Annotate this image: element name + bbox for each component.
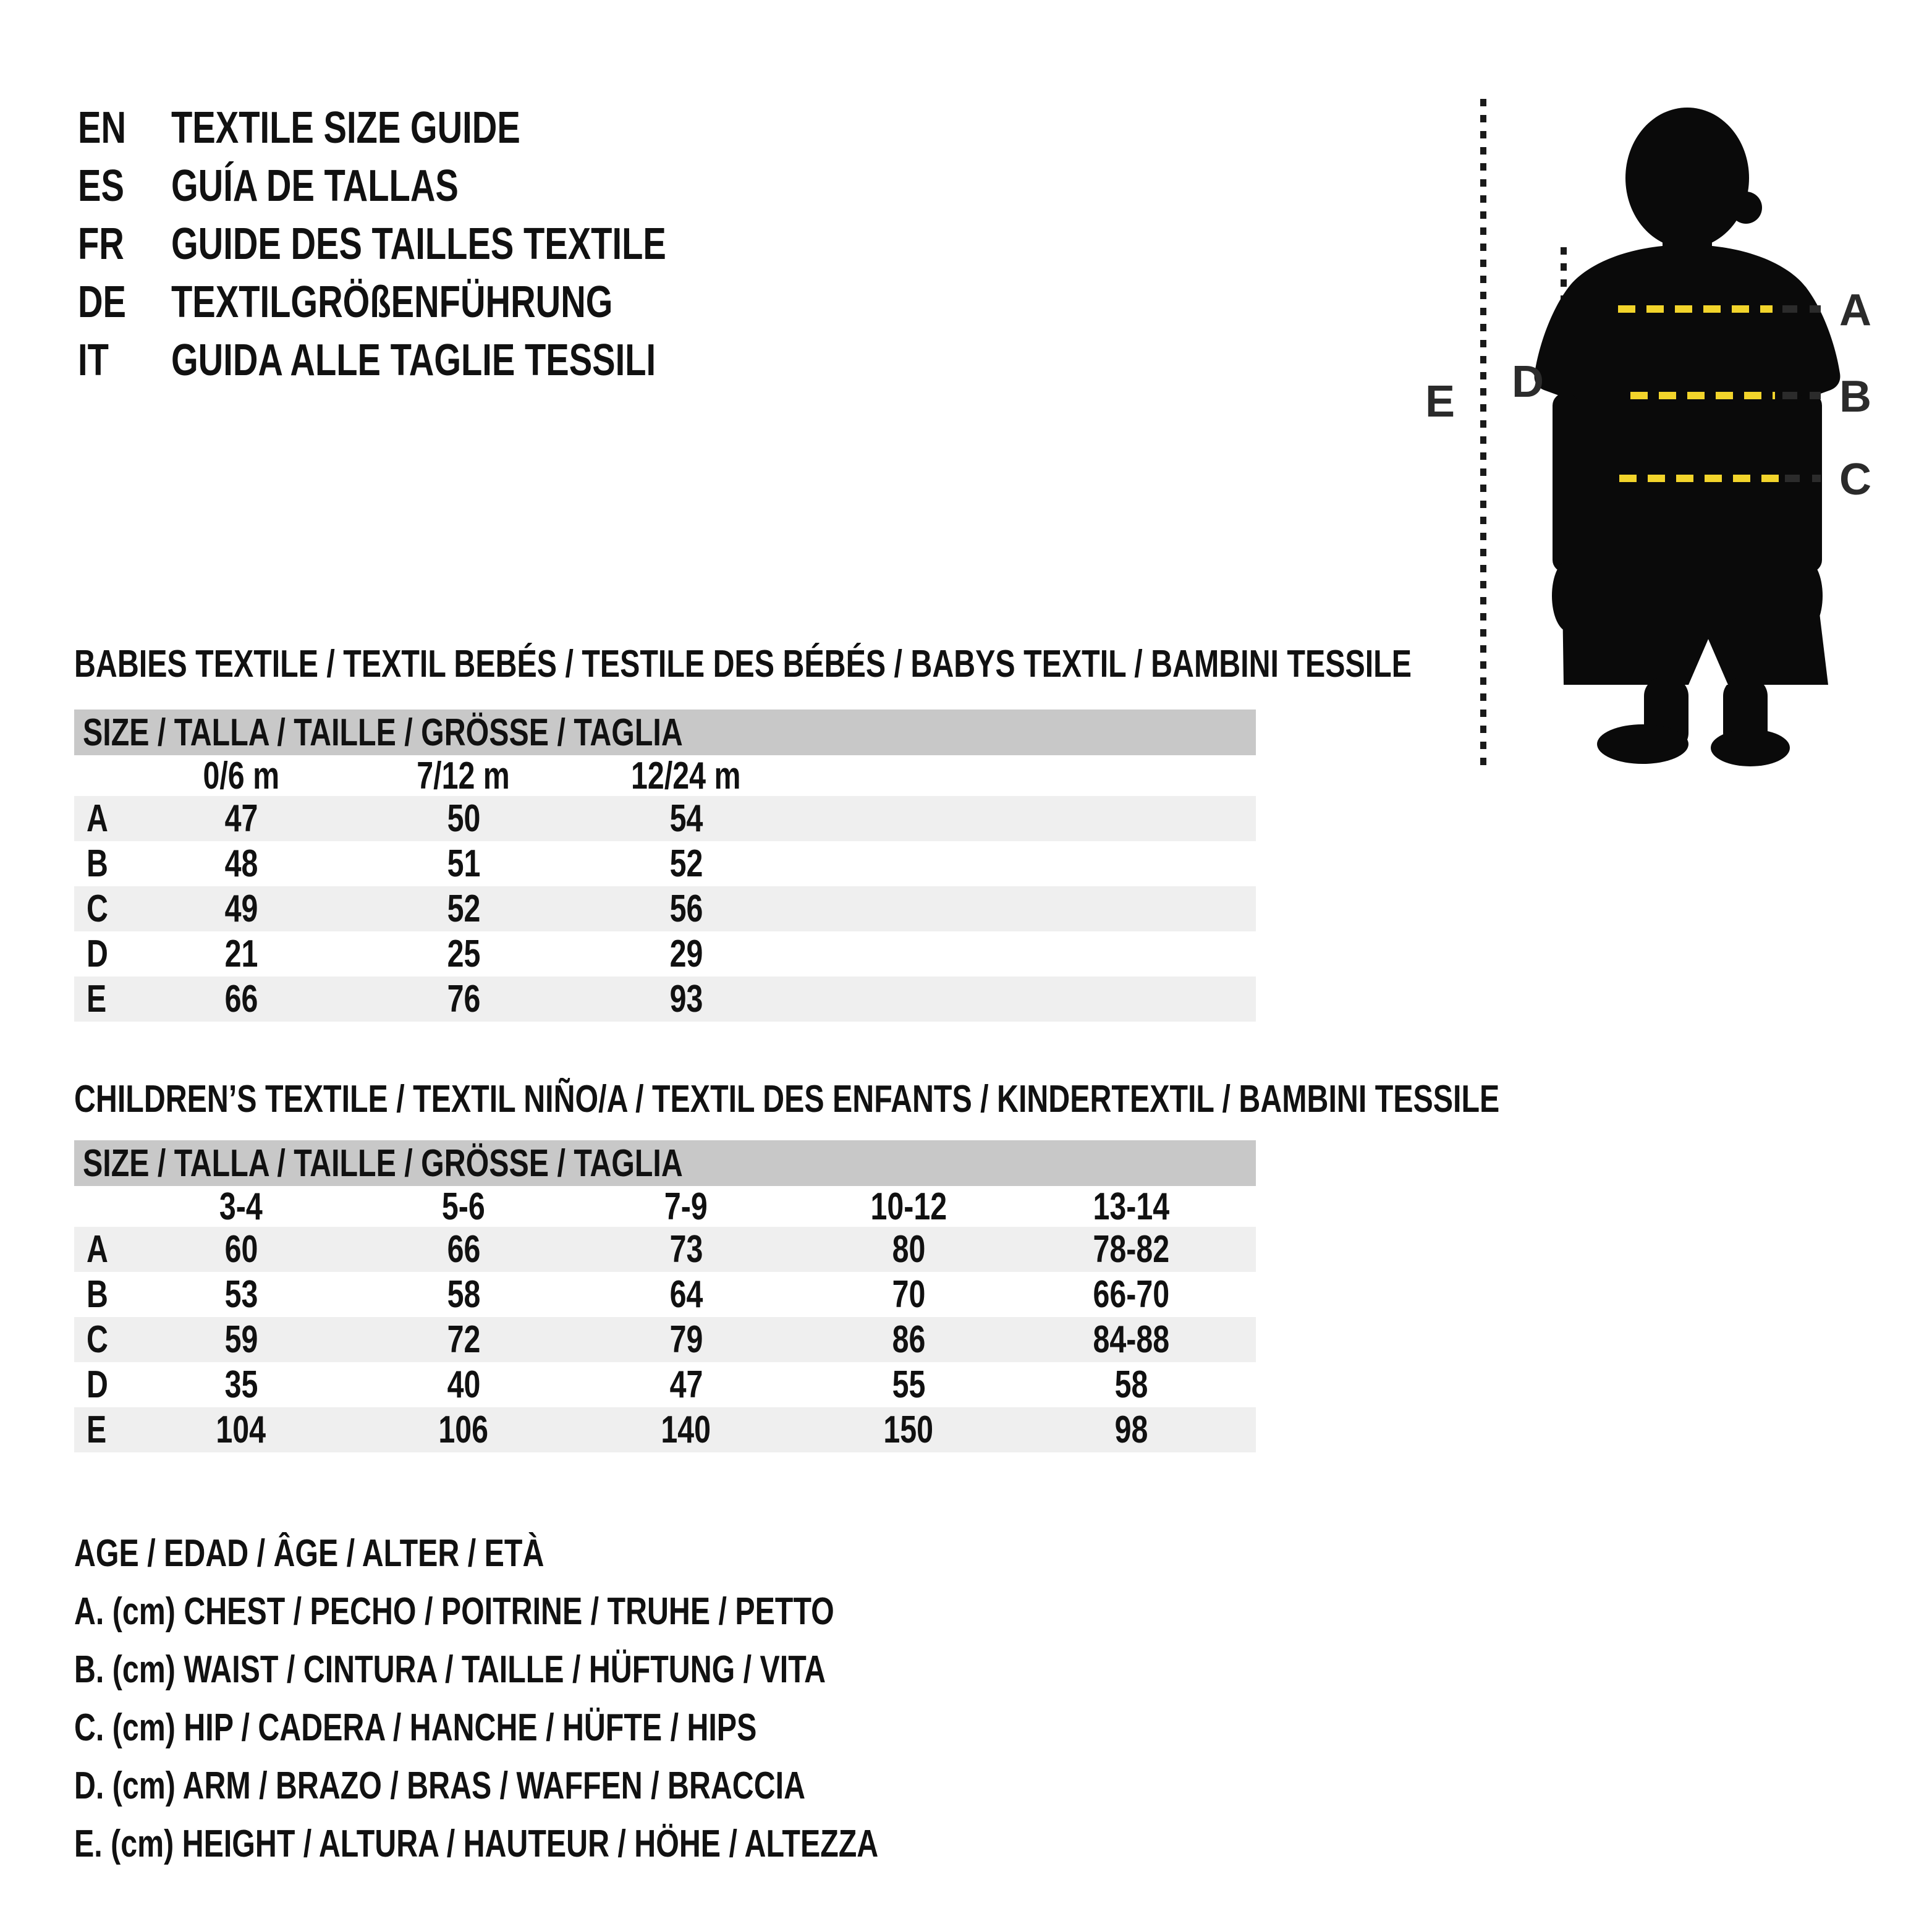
- babies-size-table: [74, 710, 1256, 1022]
- row-label: E: [87, 978, 107, 1020]
- legend-line-height: E. (cm) HEIGHT / ALTURA / HAUTEUR / HÖHE / ALTEZZA: [74, 1822, 879, 1865]
- column-header: 13-14: [1093, 1185, 1169, 1228]
- cell-value: 150: [883, 1409, 934, 1451]
- column-header: 3-4: [219, 1185, 263, 1228]
- cell-value: 54: [669, 797, 703, 840]
- table-row: [74, 1317, 1256, 1362]
- language-code: ES: [78, 161, 124, 211]
- cell-value: 64: [669, 1273, 703, 1316]
- babies-section-heading: BABIES TEXTILE / TEXTIL BEBÉS / TESTILE DES BÉBÉS / BABYS TEXTIL / BAMBINI TESSILE: [74, 643, 1412, 685]
- cell-value: 52: [447, 888, 480, 930]
- column-header: 12/24 m: [631, 754, 741, 797]
- legend-line-age: AGE / EDAD / ÂGE / ALTER / ETÀ: [74, 1532, 544, 1575]
- cell-value: 80: [892, 1228, 925, 1271]
- column-header: 0/6 m: [203, 754, 279, 797]
- guide-title: GUIDA ALLE TAGLIE TESSILI: [171, 336, 656, 385]
- cell-value: 40: [447, 1363, 480, 1406]
- row-label: C: [87, 888, 108, 930]
- column-header: 7/12 m: [417, 754, 511, 797]
- row-label: A: [87, 1228, 108, 1271]
- table-row: [74, 1407, 1256, 1452]
- table-row: [74, 886, 1256, 931]
- measurement-legend: [74, 1524, 1105, 1873]
- table-row: [74, 1227, 1256, 1272]
- label-b: B: [1839, 372, 1871, 422]
- list-item: [78, 273, 806, 331]
- table-row: [74, 1362, 1256, 1407]
- cell-value: 58: [447, 1273, 480, 1316]
- cell-value: 58: [1114, 1363, 1148, 1406]
- row-label: D: [87, 1363, 108, 1406]
- table-row: [74, 796, 1256, 841]
- table-row: [74, 931, 1256, 977]
- legend-line-chest: A. (cm) CHEST / PECHO / POITRINE / TRUHE / PETTO: [74, 1590, 834, 1633]
- cell-value: 84-88: [1093, 1318, 1169, 1361]
- cell-value: 59: [224, 1318, 258, 1361]
- cell-value: 79: [669, 1318, 703, 1361]
- language-title-list: [78, 99, 806, 389]
- list-item: [78, 99, 806, 157]
- cell-value: 76: [447, 978, 480, 1020]
- cell-value: 21: [224, 933, 258, 975]
- guide-title: GUÍA DE TALLAS: [171, 161, 459, 211]
- cell-value: 29: [669, 933, 703, 975]
- cell-value: 70: [892, 1273, 925, 1316]
- guide-title: TEXTILE SIZE GUIDE: [171, 103, 520, 153]
- column-header: 5-6: [442, 1185, 485, 1228]
- cell-value: 60: [224, 1228, 258, 1271]
- legend-line-arm: D. (cm) ARM / BRAZO / BRAS / WAFFEN / BRACCIA: [74, 1764, 806, 1807]
- row-label: C: [87, 1318, 108, 1361]
- cell-value: 78-82: [1093, 1228, 1169, 1271]
- cell-value: 47: [224, 797, 258, 840]
- table-row: [74, 977, 1256, 1022]
- label-d: D: [1512, 357, 1544, 407]
- language-code: FR: [78, 219, 124, 269]
- list-item: [78, 331, 806, 389]
- cell-value: 53: [224, 1273, 258, 1316]
- column-header: 7-9: [664, 1185, 708, 1228]
- measurement-figure: [1409, 59, 1932, 838]
- cell-value: 66: [447, 1228, 480, 1271]
- column-header-row: [74, 1186, 1256, 1227]
- size-header-label: SIZE / TALLA / TAILLE / GRÖSSE / TAGLIA: [83, 711, 683, 754]
- size-header-label: SIZE / TALLA / TAILLE / GRÖSSE / TAGLIA: [83, 1142, 683, 1185]
- label-e: E: [1425, 377, 1455, 426]
- legend-line-waist: B. (cm) WAIST / CINTURA / TAILLE / HÜFTUNG / VITA: [74, 1648, 826, 1691]
- cell-value: 98: [1114, 1409, 1148, 1451]
- cell-value: 93: [669, 978, 703, 1020]
- label-a: A: [1839, 286, 1871, 335]
- size-header-bar: [74, 1140, 1256, 1186]
- row-label: B: [87, 1273, 108, 1316]
- cell-value: 56: [669, 888, 703, 930]
- children-size-table: [74, 1140, 1256, 1452]
- children-section-heading: CHILDREN’S TEXTILE / TEXTIL NIÑO/A / TEXTIL DES ENFANTS / KINDERTEXTIL / BAMBINI TESSILE: [74, 1078, 1500, 1121]
- list-item: [78, 215, 806, 273]
- language-code: IT: [78, 336, 109, 385]
- cell-value: 51: [447, 842, 480, 885]
- cell-value: 47: [669, 1363, 703, 1406]
- row-label: A: [87, 797, 108, 840]
- table-row: [74, 841, 1256, 886]
- cell-value: 72: [447, 1318, 480, 1361]
- column-header: 10-12: [870, 1185, 947, 1228]
- cell-value: 35: [224, 1363, 258, 1406]
- language-code: EN: [78, 103, 127, 153]
- cell-value: 86: [892, 1318, 925, 1361]
- cell-value: 50: [447, 797, 480, 840]
- cell-value: 25: [447, 933, 480, 975]
- cell-value: 66-70: [1093, 1273, 1169, 1316]
- cell-value: 104: [216, 1409, 266, 1451]
- language-code: DE: [78, 278, 127, 327]
- column-header-row: [74, 755, 1256, 796]
- cell-value: 55: [892, 1363, 925, 1406]
- cell-value: 66: [224, 978, 258, 1020]
- guide-title: GUIDE DES TAILLES TEXTILE: [171, 219, 666, 269]
- table-row: [74, 1272, 1256, 1317]
- row-label: D: [87, 933, 108, 975]
- row-label: B: [87, 842, 108, 885]
- cell-value: 48: [224, 842, 258, 885]
- guide-title: TEXTILGRÖßENFÜHRUNG: [171, 278, 613, 327]
- label-c: C: [1839, 455, 1871, 504]
- cell-value: 140: [661, 1409, 711, 1451]
- list-item: [78, 157, 806, 215]
- legend-line-hip: C. (cm) HIP / CADERA / HANCHE / HÜFTE / HIPS: [74, 1706, 757, 1749]
- cell-value: 106: [438, 1409, 489, 1451]
- cell-value: 73: [669, 1228, 703, 1271]
- row-label: E: [87, 1409, 107, 1451]
- cell-value: 52: [669, 842, 703, 885]
- cell-value: 49: [224, 888, 258, 930]
- size-header-bar: [74, 710, 1256, 755]
